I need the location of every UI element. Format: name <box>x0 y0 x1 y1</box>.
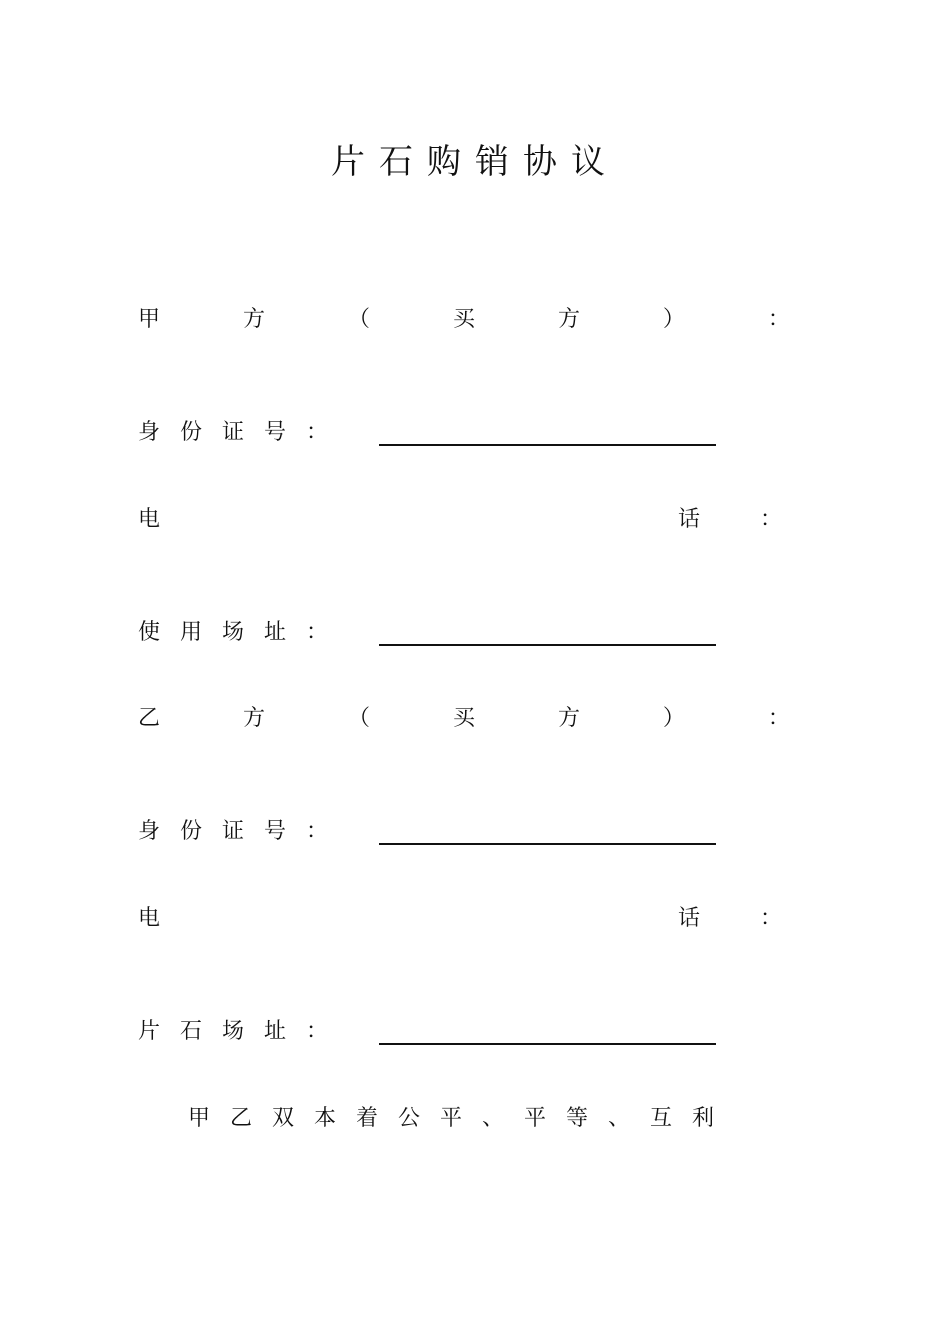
party-a-char: ： <box>767 307 790 332</box>
party-b-site-row <box>138 1015 790 1049</box>
party-b-char: ） <box>662 706 685 731</box>
party-b-char: 乙 <box>138 706 161 731</box>
party-b-id-row <box>138 815 790 849</box>
party-b-char: ： <box>767 706 790 731</box>
party-a-site-row <box>138 616 790 650</box>
party-a-id-row <box>138 416 790 450</box>
party-b-char: （ <box>347 706 370 731</box>
party-a-char: 买 <box>452 307 475 332</box>
party-a-phone-char: ： <box>760 507 783 532</box>
party-a-id-label: 身份证号： <box>138 420 349 445</box>
party-a-char: （ <box>347 307 370 332</box>
party-a-char: 方 <box>242 307 265 332</box>
party-a-site-label: 使用场址： <box>138 620 349 645</box>
party-a-phone-char: 话 <box>678 507 701 532</box>
party-a-id-blank[interactable] <box>379 444 716 446</box>
party-a-heading <box>138 303 790 337</box>
party-b-char: 方 <box>242 706 265 731</box>
party-a-char: 方 <box>557 307 580 332</box>
party-b-id-label: 身份证号： <box>138 819 349 844</box>
party-b-phone-char: ： <box>760 906 783 931</box>
party-b-site-label: 片石场址： <box>138 1019 349 1044</box>
party-a-phone-row <box>138 503 790 537</box>
party-b-phone-char: 电 <box>138 906 161 931</box>
party-a-site-blank[interactable] <box>379 644 716 646</box>
party-b-id-blank[interactable] <box>379 843 716 845</box>
party-a-phone-char: 电 <box>138 507 161 532</box>
document-title: 片石购销协议 <box>331 142 619 182</box>
party-b-char: 买 <box>452 706 475 731</box>
party-b-heading <box>138 702 790 736</box>
party-b-phone-char: 话 <box>678 906 701 931</box>
party-a-char: 甲 <box>138 307 161 332</box>
intro-paragraph: 甲乙双本着公平、平等、互利 <box>188 1106 735 1131</box>
party-b-site-blank[interactable] <box>379 1043 716 1045</box>
party-b-char: 方 <box>557 706 580 731</box>
party-b-phone-row <box>138 902 790 936</box>
party-a-char: ） <box>662 307 685 332</box>
